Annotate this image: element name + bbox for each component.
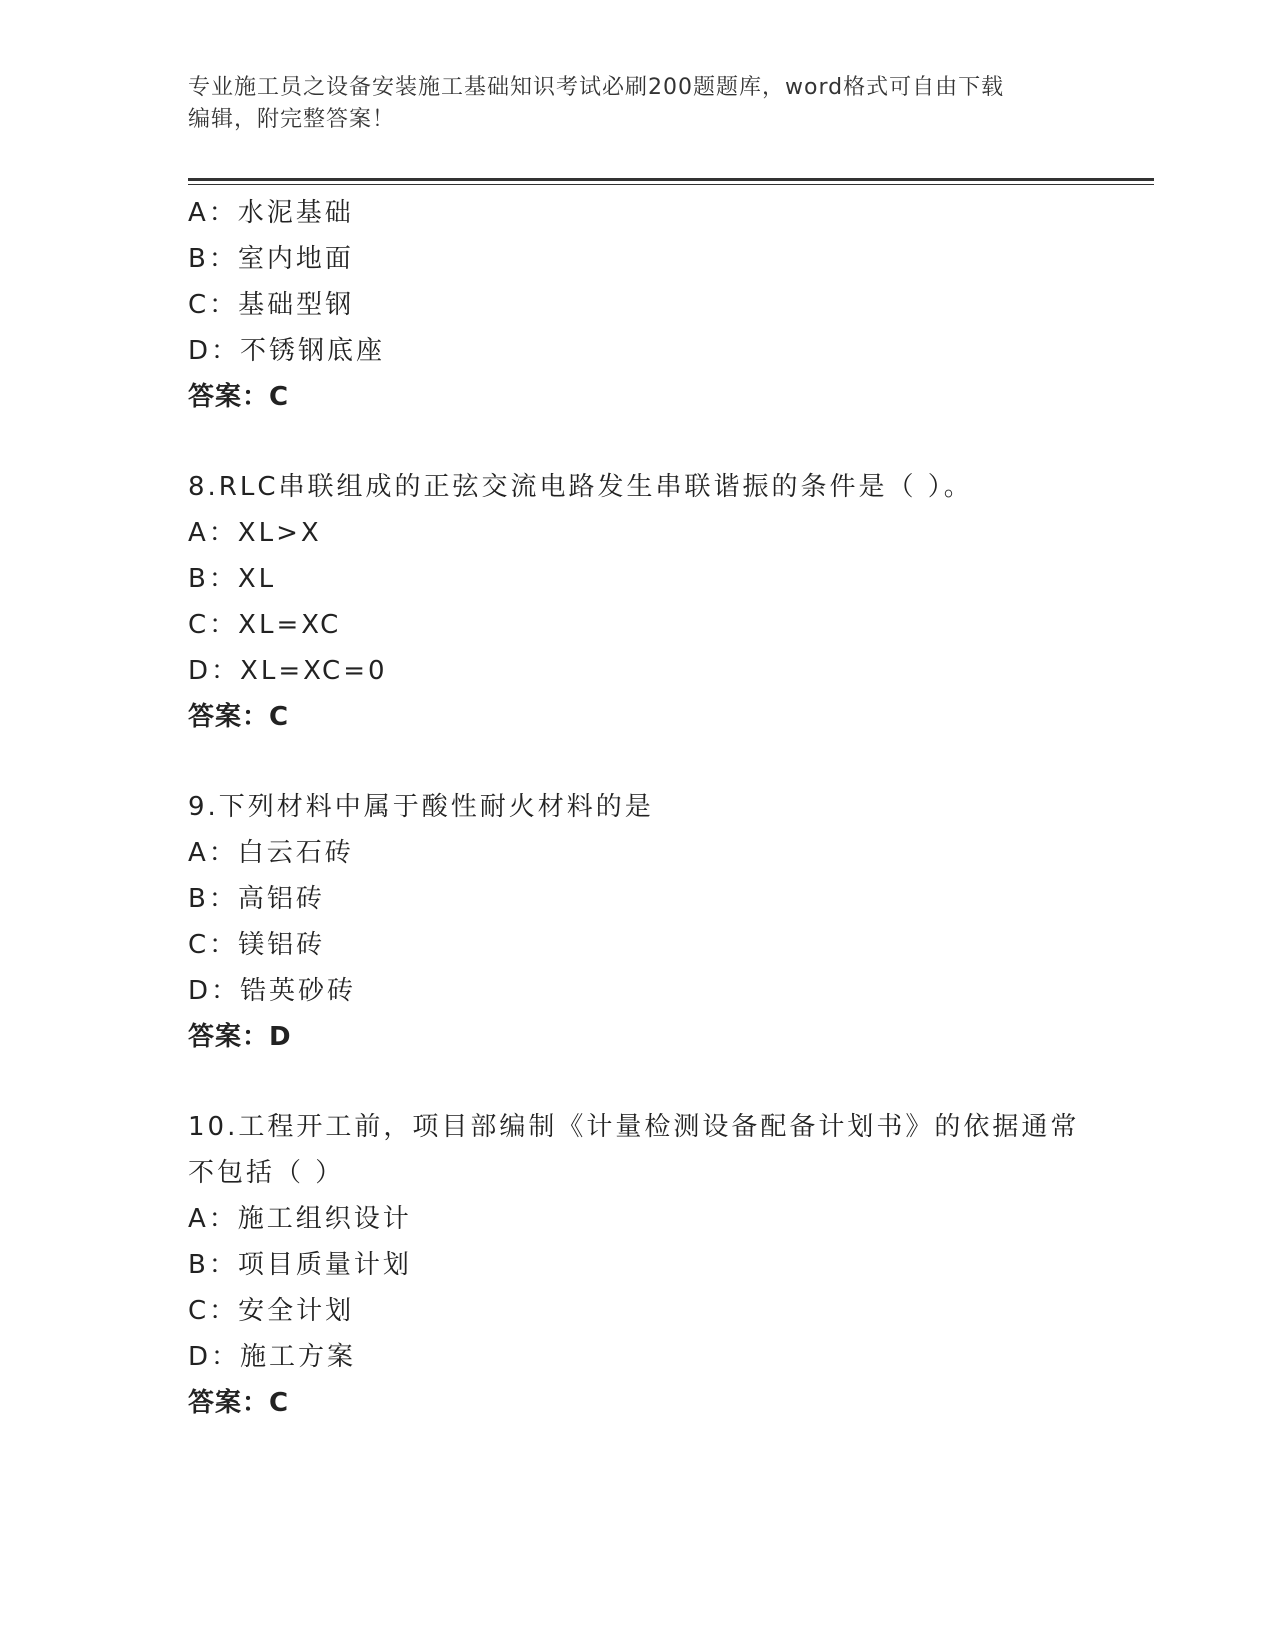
option-d: D：锆英砂砖 xyxy=(188,976,357,1006)
option-b: B：XL xyxy=(188,564,277,594)
header-divider-thick xyxy=(188,178,1154,181)
answer: 答案：D xyxy=(188,1022,292,1052)
option-a: A：水泥基础 xyxy=(188,198,354,228)
question-8 xyxy=(188,464,1154,740)
header-line-2: 编辑，附完整答案！ xyxy=(188,107,396,132)
question-stem: 9.下列材料中属于酸性耐火材料的是 xyxy=(188,792,654,822)
header-line-1: 专业施工员之设备安装施工基础知识考试必刷200题题库，word格式可自由下载 xyxy=(188,75,1005,100)
option-c: C：XL=XC xyxy=(188,610,342,640)
option-b: B：室内地面 xyxy=(188,244,354,274)
option-c: C：镁铝砖 xyxy=(188,930,326,960)
option-d: D：不锈钢底座 xyxy=(188,336,386,366)
option-a: A：施工组织设计 xyxy=(188,1204,412,1234)
answer: 答案：C xyxy=(188,702,290,732)
option-b: B：高铝砖 xyxy=(188,884,325,914)
answer: 答案：C xyxy=(188,382,290,412)
option-b: B：项目质量计划 xyxy=(188,1250,412,1280)
option-d: D：施工方案 xyxy=(188,1342,357,1372)
question-7 xyxy=(188,190,1154,420)
option-c: C：基础型钢 xyxy=(188,290,355,320)
question-list xyxy=(188,190,1154,1426)
header-divider-thin xyxy=(188,184,1154,185)
option-d: D：XL=XC=0 xyxy=(188,656,388,686)
question-9 xyxy=(188,784,1154,1060)
option-a: A：XL>X xyxy=(188,518,322,548)
answer: 答案：C xyxy=(188,1388,290,1418)
option-a: A：白云石砖 xyxy=(188,838,354,868)
option-c: C：安全计划 xyxy=(188,1296,355,1326)
question-10 xyxy=(188,1104,1154,1426)
question-stem: 10.工程开工前，项目部编制《计量检测设备配备计划书》的依据通常 xyxy=(188,1112,1080,1142)
question-stem-continued: 不包括（ ） xyxy=(188,1158,345,1188)
question-stem: 8.RLC串联组成的正弦交流电路发生串联谐振的条件是（ ）。 xyxy=(188,472,973,502)
document-header xyxy=(188,72,1088,136)
